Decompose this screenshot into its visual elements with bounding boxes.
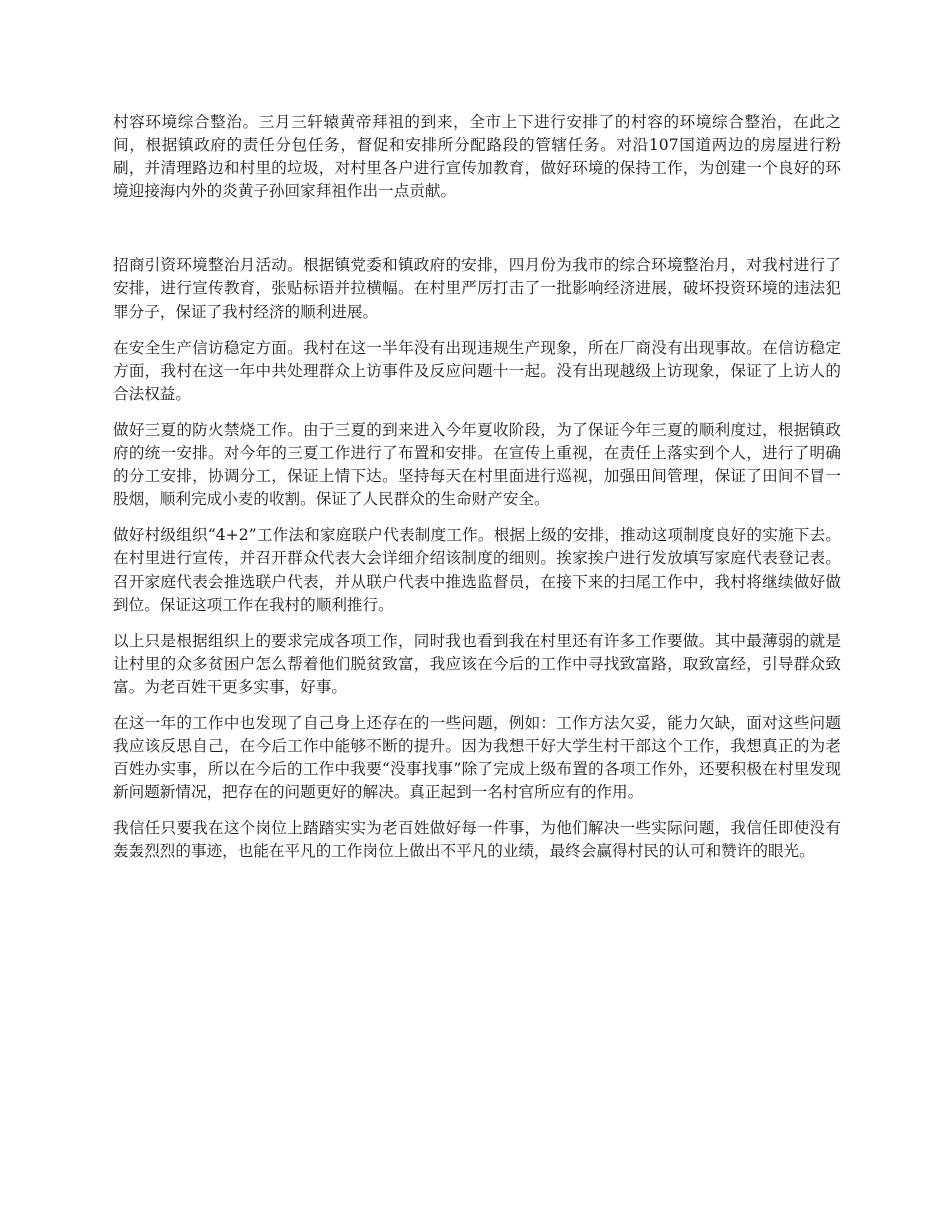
paragraph-household-representative: 做好村级组织“4+2”工作法和家庭联户代表制度工作。根据上级的安排，推动这项制度良好的实施下去。在村里进行宣传，并召开群众代表大会详细介绍该制度的细则。挨家挨户进行发放填写家庭代表登记表。召开家庭代表会推选联户代表，并从联户代表中推选监督员，在接下来的扫尾工作中，我村将继续做好做到位。保证这项工作在我村的顺利推行。	[113, 526, 841, 614]
paragraph-conclusion: 我信任只要我在这个岗位上踏踏实实为老百姓做好每一件事，为他们解决一些实际问题，我信任即使没有轰轰烈烈的事迹，也能在平凡的工作岗位上做出不平凡的业绩，最终会赢得村民的认可和赞许的眼光。	[113, 819, 841, 861]
paragraph-investment-environment: 招商引资环境整治月活动。根据镇党委和镇政府的安排，四月份为我市的综合环境整治月，对我村进行了安排，进行宣传教育，张贴标语并拉横幅。在村里严厉打击了一批影响经济进展，破坏投资环境的违法犯罪分子，保证了我村经济的顺利进展。	[113, 256, 841, 321]
document-body	[113, 111, 841, 877]
paragraph-safety-petition: 在安全生产信访稳定方面。我村在这一半年没有出现违规生产现象，所在厂商没有出现事故。在信访稳定方面，我村在这一年中共处理群众上访事件及反应问题十一起。没有出现越级上访现象，保证了上访人的合法权益。	[113, 338, 841, 403]
paragraph-remaining-work: 以上只是根据组织上的要求完成各项工作，同时我也看到我在村里还有许多工作要做。其中最薄弱的就是让村里的众多贫困户怎么帮着他们脱贫致富，我应该在今后的工作中寻找致富路，取致富经，引导群众致富。为老百姓干更多实事，好事。	[113, 631, 841, 696]
paragraph-village-environment: 村容环境综合整治。三月三轩辕黄帝拜祖的到来，全市上下进行安排了的村容的环境综合整治，在此之间，根据镇政府的责任分包任务，督促和安排所分配路段的管辖任务。对沿107国道两边的房屋进行粉刷，并清理路边和村里的垃圾，对村里各户进行宣传加教育，做好环境的保持工作，为创建一个良好的环境迎接海内外的炎黄子孙回家拜祖作出一点贡献。	[113, 113, 841, 201]
paragraph-gap	[113, 216, 841, 254]
paragraph-fire-prevention: 做好三夏的防火禁烧工作。由于三夏的到来进入今年夏收阶段，为了保证今年三夏的顺利度过，根据镇政府的统一安排。对今年的三夏工作进行了布置和安排。在宣传上重视，在责任上落实到个人，进行了明确的分工安排，协调分工，保证上情下达。坚持每天在村里面进行巡视，加强田间管理，保证了田间不冒一股烟，顺利完成小麦的收割。保证了人民群众的生命财产安全。	[113, 420, 841, 509]
paragraph-self-reflection: 在这一年的工作中也发现了自己身上还存在的一些问题，例如：工作方法欠妥，能力欠缺，面对这些问题我应该反思自己，在今后工作中能够不断的提升。因为我想干好大学生村干部这个工作，我想真正的为老百姓办实事，所以在今后的工作中我要“没事找事”除了完成上级布置的各项工作外，还要积极在村里发现新问题新情况，把存在的问题更好的解决。真正起到一名村官所应有的作用。	[113, 713, 841, 802]
